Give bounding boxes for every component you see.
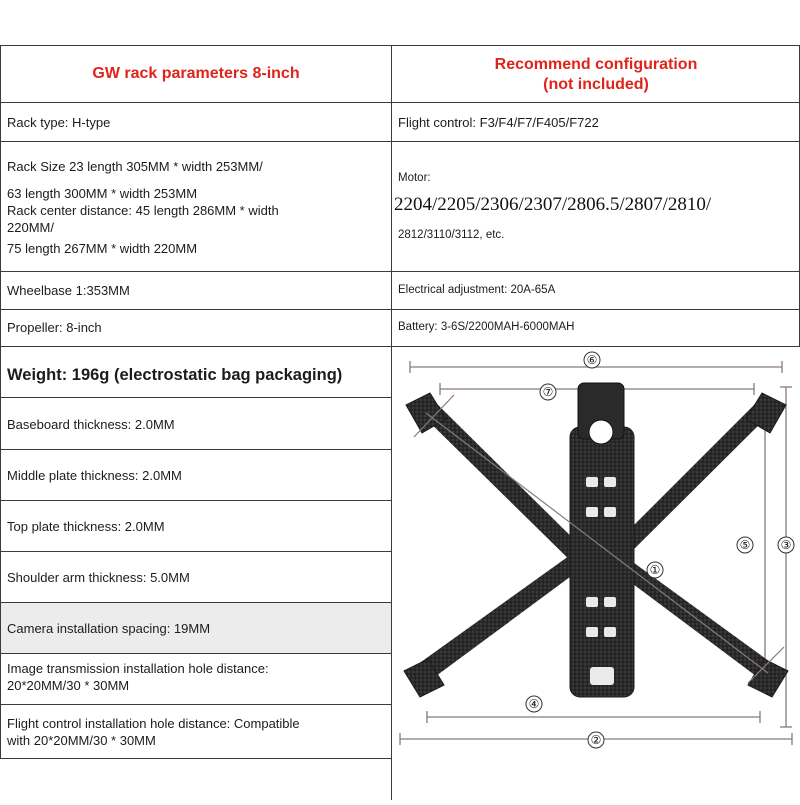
propeller: Propeller: 8-inch — [7, 320, 102, 335]
battery: Battery: 3-6S/2200MAH-6000MAH — [398, 321, 575, 333]
label-7-text: ⑦ — [542, 385, 554, 399]
frame-drawing — [392, 347, 800, 800]
rack-size-line: Rack center distance: 45 length 286MM * width — [7, 203, 279, 218]
row-divider — [0, 141, 800, 142]
right-header-line1: Recommend configuration — [494, 56, 698, 73]
label-4-text: ④ — [528, 697, 540, 711]
flight-control: Flight control: F3/F4/F7/F405/F722 — [398, 115, 599, 130]
top-plate-thickness: Top plate thickness: 2.0MM — [7, 519, 165, 534]
label-3-text: ③ — [780, 538, 792, 552]
wheelbase: Wheelbase 1:353MM — [7, 283, 130, 298]
rack-size — [7, 158, 387, 257]
table-border-top — [0, 45, 800, 46]
left-header: GW rack parameters 8-inch — [92, 65, 300, 82]
frame-diagram — [392, 347, 800, 800]
image-transmission-line: 20*20MM/30 * 30MM — [7, 678, 130, 693]
label-1-text: ① — [649, 563, 661, 577]
row-divider — [0, 271, 800, 272]
baseboard-thickness: Baseboard thickness: 2.0MM — [7, 417, 175, 432]
table-border-bottom — [0, 758, 392, 759]
rack-size-line: 220MM/ — [7, 220, 54, 235]
label-5-text: ⑤ — [739, 538, 751, 552]
image-transmission-holes — [7, 660, 269, 694]
row-divider — [0, 309, 800, 310]
row-divider — [0, 500, 392, 501]
esc-rating: Electrical adjustment: 20A-65A — [398, 284, 556, 296]
flight-control-holes-line: Flight control installation hole distance: Compatible — [7, 716, 300, 731]
shoulder-arm-thickness: Shoulder arm thickness: 5.0MM — [7, 570, 190, 585]
motor-models: 2204/2205/2306/2307/2806.5/2807/2810/ — [394, 194, 712, 215]
frame-body — [570, 383, 634, 697]
row-divider — [0, 102, 800, 103]
rack-size-line: 63 length 300MM * width 253MM — [7, 186, 198, 201]
flight-control-holes — [7, 715, 300, 749]
weight: Weight: 196g (electrostatic bag packaging) — [7, 366, 343, 384]
right-header — [392, 55, 800, 95]
camera-spacing: Camera installation spacing: 19MM — [7, 621, 211, 636]
motor-models-more: 2812/3110/3112, etc. — [398, 229, 505, 241]
row-divider — [0, 551, 392, 552]
rack-type: Rack type: H-type — [7, 115, 111, 130]
row-divider — [0, 704, 392, 705]
rack-size-line: Rack Size 23 length 305MM * width 253MM/ — [7, 159, 263, 174]
row-divider — [0, 449, 392, 450]
row-divider — [0, 397, 392, 398]
right-header-line2: (not included) — [543, 76, 649, 93]
middle-plate-thickness: Middle plate thickness: 2.0MM — [7, 468, 182, 483]
flight-control-holes-line: with 20*20MM/30 * 30MM — [7, 733, 156, 748]
label-6-text: ⑥ — [586, 353, 598, 367]
label-2-text: ② — [590, 733, 602, 747]
row-divider — [0, 653, 392, 654]
image-transmission-line: Image transmission installation hole distance: — [7, 661, 269, 676]
rack-size-line: 75 length 267MM * width 220MM — [7, 241, 198, 256]
motor-label: Motor: — [398, 172, 431, 184]
